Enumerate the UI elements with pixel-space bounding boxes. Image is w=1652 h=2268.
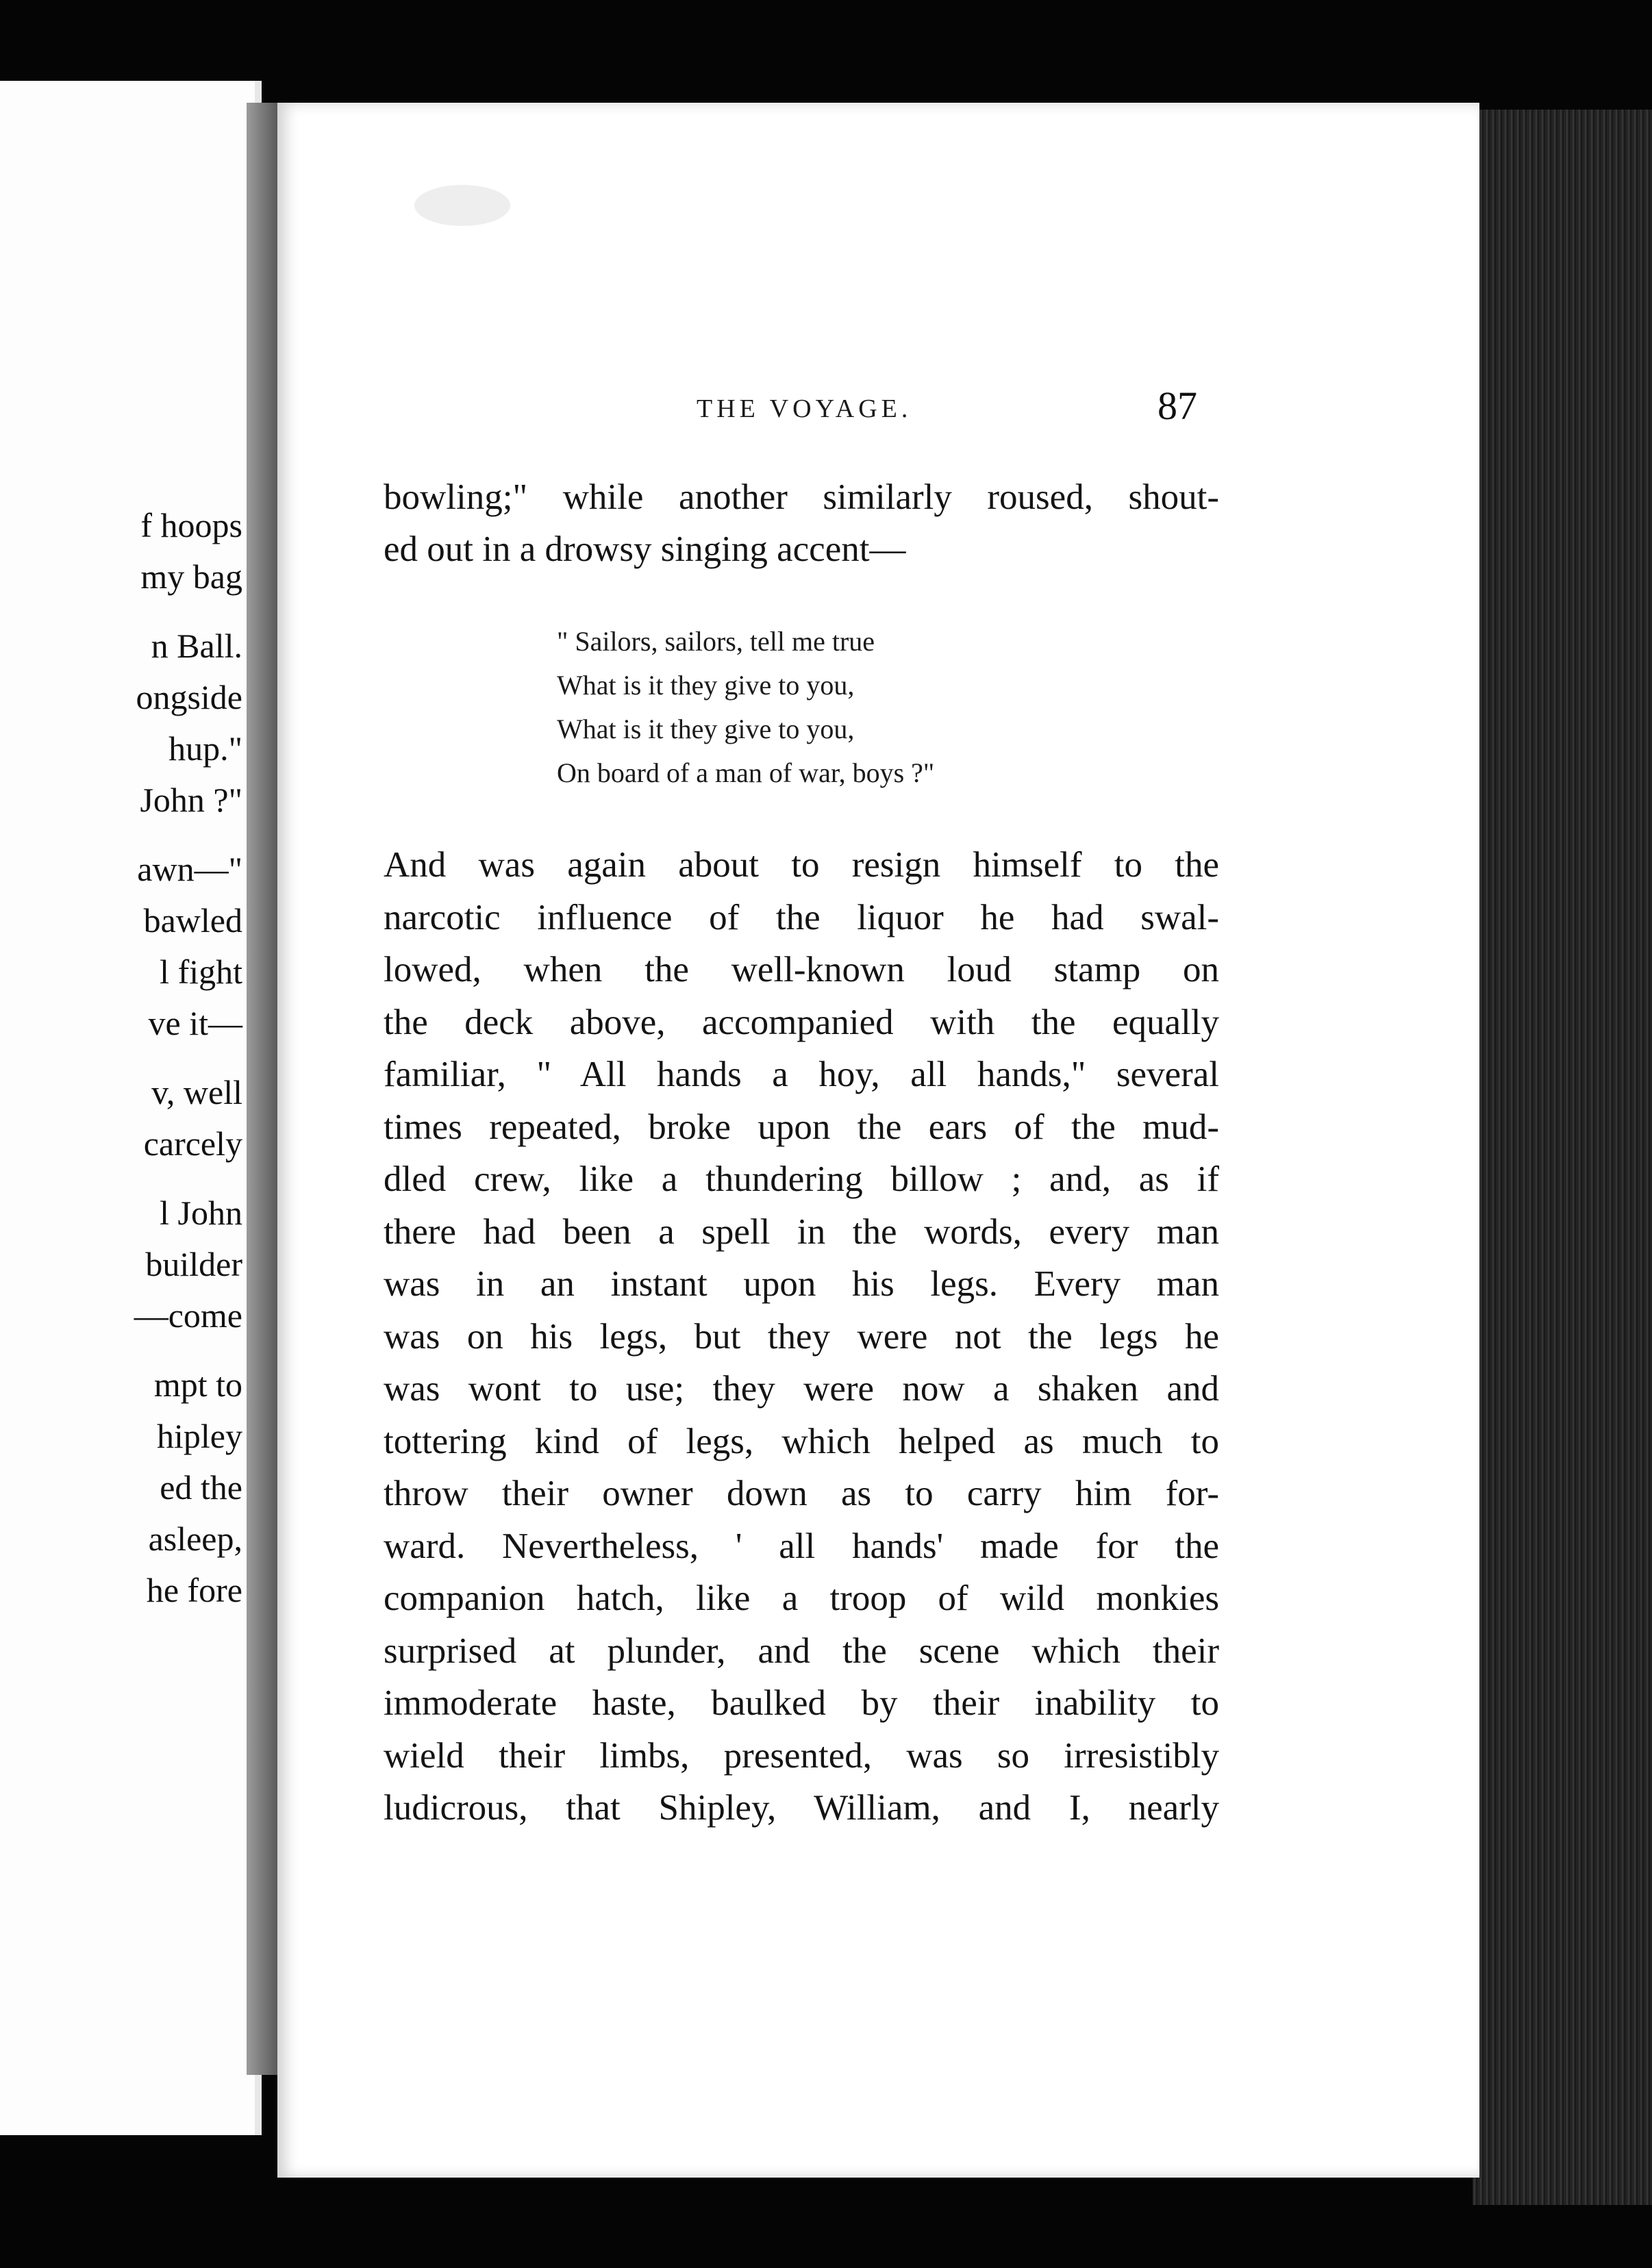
text-line: was in an instant upon his legs. Every man bbox=[384, 1264, 1219, 1304]
text-line: ed out in a drowsy singing accent— bbox=[384, 529, 906, 569]
left-line: n Ball. bbox=[151, 627, 242, 665]
left-line: ongside bbox=[136, 678, 242, 716]
right-page bbox=[277, 103, 1479, 2178]
text-line: throw their owner down as to carry him for- bbox=[384, 1474, 1219, 1513]
text-line: ludicrous, that Shipley, William, and I, nearly bbox=[384, 1788, 1219, 1828]
left-line: builder bbox=[145, 1245, 242, 1283]
left-line: John ?" bbox=[140, 781, 242, 819]
paper-smudge bbox=[414, 185, 510, 226]
text-line: dled crew, like a thundering billow ; and, as if bbox=[384, 1159, 1219, 1199]
left-line: v, well bbox=[151, 1073, 242, 1111]
paragraph-2 bbox=[384, 839, 1219, 1835]
paragraph-1 bbox=[384, 471, 1219, 575]
left-line: my bag bbox=[140, 557, 242, 596]
text-line: was on his legs, but they were not the legs he bbox=[384, 1316, 1219, 1357]
text-line: narcotic influence of the liquor he had swal- bbox=[384, 897, 1219, 937]
verse-quotation bbox=[557, 620, 934, 795]
text-line: the deck above, accompanied with the equally bbox=[384, 1002, 1219, 1042]
left-line: ve it— bbox=[148, 1004, 242, 1042]
left-line: l fight bbox=[160, 953, 242, 991]
text-line: wield their limbs, presented, was so irresistibly bbox=[384, 1735, 1219, 1776]
left-line: —come bbox=[134, 1296, 242, 1335]
text-line: there had been a spell in the words, every man bbox=[384, 1211, 1219, 1252]
left-line: hipley bbox=[157, 1417, 242, 1455]
left-gap bbox=[10, 1049, 242, 1067]
left-line: hup." bbox=[168, 729, 242, 768]
running-title: THE VOYAGE. bbox=[697, 394, 912, 423]
left-line: l John bbox=[160, 1194, 242, 1232]
text-line: surprised at plunder, and the scene which their bbox=[384, 1630, 1219, 1671]
text-line: familiar, " All hands a hoy, all hands," several bbox=[384, 1055, 1219, 1094]
verse-line: What is it they give to you, bbox=[557, 714, 855, 744]
left-line: awn—" bbox=[137, 850, 242, 888]
text-line: And was again about to resign himself to the bbox=[384, 845, 1219, 885]
left-page-text bbox=[10, 500, 242, 1616]
page-block-fore-edge bbox=[1473, 110, 1652, 2205]
left-facing-page bbox=[0, 81, 262, 2135]
text-line: was wont to use; they were now a shaken and bbox=[384, 1369, 1219, 1409]
text-line: bowling;" while another similarly roused, shout- bbox=[384, 477, 1219, 517]
page-number: 87 bbox=[1157, 383, 1197, 428]
verse-line: On board of a man of war, boys ?" bbox=[557, 757, 935, 788]
verse-line: What is it they give to you, bbox=[557, 670, 855, 701]
left-line: f hoops bbox=[140, 506, 242, 544]
left-line: bawled bbox=[143, 901, 242, 940]
left-line: carcely bbox=[143, 1124, 242, 1163]
left-gap bbox=[10, 1170, 242, 1187]
text-line: ward. Nevertheless, ' all hands' made for the bbox=[384, 1526, 1219, 1566]
text-line: lowed, when the well-known loud stamp on bbox=[384, 950, 1219, 990]
left-gap bbox=[10, 826, 242, 844]
left-line: ed the bbox=[160, 1468, 242, 1507]
verse-line: " Sailors, sailors, tell me true bbox=[557, 626, 875, 657]
left-gap bbox=[10, 603, 242, 620]
left-gap bbox=[10, 1341, 242, 1359]
text-line: tottering kind of legs, which helped as much to bbox=[384, 1421, 1219, 1461]
text-line: immoderate haste, baulked by their inability to bbox=[384, 1683, 1219, 1723]
text-line: times repeated, broke upon the ears of the mud- bbox=[384, 1107, 1219, 1147]
text-line: companion hatch, like a troop of wild monkies bbox=[384, 1578, 1219, 1618]
left-line: he fore bbox=[146, 1571, 242, 1609]
left-line: asleep, bbox=[148, 1520, 242, 1558]
left-line: mpt to bbox=[153, 1365, 242, 1404]
